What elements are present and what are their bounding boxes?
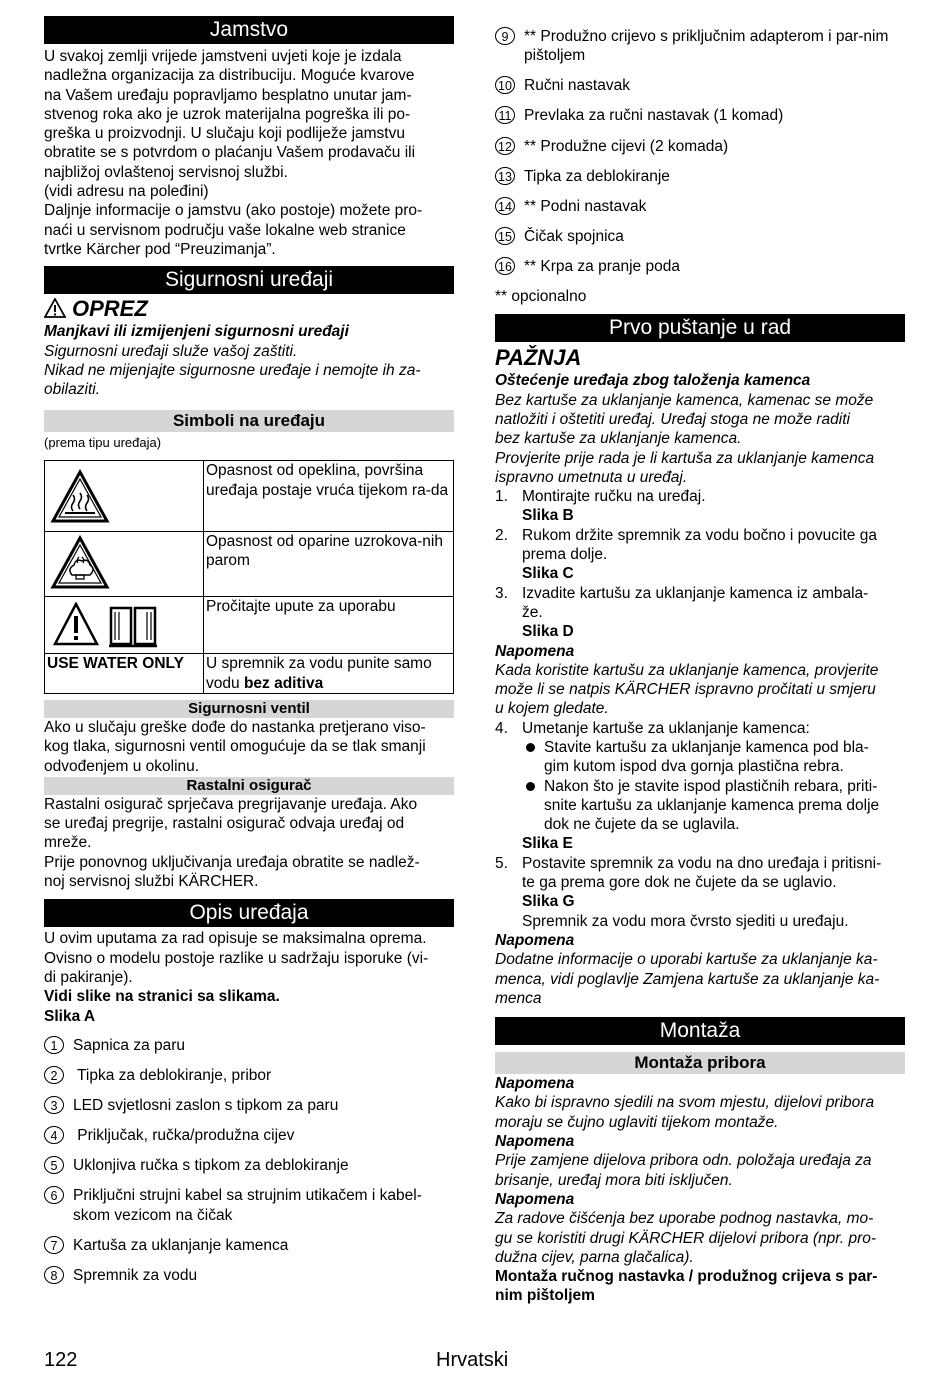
note-line: Kako bi ispravno sjedili na svom mjestu, dijelovi pribora (495, 1094, 875, 1112)
item-number: 14 (495, 197, 515, 215)
oprez-bold: Manjkavi ili izmijenjeni sigurnosni uređaji (44, 323, 349, 341)
jamstvo-line: greška u proizvodnji. U slučaju koji podliježe jamstvu (44, 125, 405, 143)
ventil-line: odvođenjem u okolinu. (44, 757, 200, 775)
item-text: ** Produžne cijevi (2 komada) (524, 137, 729, 155)
item-number: 4 (44, 1126, 64, 1144)
symbol-row (45, 597, 454, 654)
item-text: Priključak, ručka/produžna cijev (73, 1127, 295, 1145)
item-number: 16 (495, 257, 515, 275)
list-item (495, 27, 905, 66)
item-number: 15 (495, 227, 515, 245)
step-5: 5. Postavite spremnik za vodu na dno uređaja i pritisni- te ga prema gore dok ne čujete da se uglavio. (495, 854, 882, 892)
list-item (495, 106, 905, 125)
opis-line: di pakiranje). (44, 968, 133, 986)
item-number: 8 (44, 1266, 64, 1284)
symbol-text: Pročitajte upute za uporabu (204, 597, 454, 654)
read-manual-icon (107, 602, 159, 648)
list-item (495, 76, 905, 95)
note-line: Za radove čišćenja bez uporabe podnog nastavka, mo- (495, 1210, 874, 1228)
step-2: 2. Rukom držite spremnik za vodu bočno i povucite ga prema dolje. (495, 526, 877, 564)
section-title-sigurnosni: Sigurnosni uređaji (44, 266, 454, 294)
list-item (44, 1186, 454, 1225)
item-number: 6 (44, 1186, 64, 1204)
list-item (44, 1236, 454, 1255)
warning-triangle-icon (53, 602, 99, 648)
note-title: Napomena (495, 642, 575, 660)
oprez-label: OPREZ (72, 296, 148, 322)
symbol-row (45, 531, 454, 596)
note-line: Kada koristite kartušu za uklanjanje kamenca, provjerite (495, 661, 879, 679)
osigurac-line: Prije ponovnog uključivanja uređaja obratite se nadlež- (44, 853, 420, 871)
bullet-text: snite kartušu za uklanjanje kamenca prema dolje (544, 796, 880, 814)
item-text: Sapnica za paru (73, 1036, 186, 1054)
note-line: moraju se čujno uglaviti tijekom montaže. (495, 1113, 779, 1131)
note-line: menca (495, 989, 542, 1007)
note-line: gu se koristiti drugi KÄRCHER dijelovi pribora (npr. pro- (495, 1229, 877, 1247)
figure-ref: Slika C (522, 565, 574, 583)
step-3: 3. Izvadite kartušu za uklanjanje kamenca iz ambala- že. (495, 584, 869, 621)
bullet-text: Stavite kartušu za uklanjanje kamenca pod bla- (544, 738, 869, 756)
paznja-line: natložiti i oštetiti uređaj. Uređaj stoga ne može raditi (495, 410, 850, 428)
note-line: Dodatne informacije o uporabi kartuše za uklanjanje ka- (495, 951, 878, 969)
jamstvo-line: stvenog roka ako je uzrok materijalna pogreška ili po- (44, 105, 411, 123)
note-title: Napomena (495, 931, 575, 949)
oprez-line: Sigurnosni uređaji služe vašoj zaštiti. (44, 342, 298, 360)
use-water-label: USE WATER ONLY (45, 654, 204, 694)
figure-ref: Slika A (44, 1007, 96, 1025)
opis-bold: Vidi slike na stranici sa slikama. (44, 988, 280, 1006)
item-text: Čičak spojnica (524, 227, 624, 245)
list-item (495, 227, 905, 246)
note-line: u kojem gledate. (495, 700, 609, 718)
left-column (44, 16, 454, 1296)
jamstvo-line: (vidi adresu na poleđini) (44, 183, 209, 201)
item-number: 1 (44, 1036, 64, 1054)
item-text: Prevlaka za ručni nastavak (1 komad) (524, 107, 784, 125)
item-number: 9 (495, 27, 515, 45)
list-item (44, 1266, 454, 1285)
figure-ref: Slika D (522, 623, 574, 641)
section-title-jamstvo: Jamstvo (44, 16, 454, 44)
item-text: Ručni nastavak (524, 77, 630, 95)
bullet-icon (526, 782, 535, 791)
item-text: Tipka za deblokiranje, pribor (73, 1066, 272, 1084)
ventil-line: Ako u slučaju greške dođe do nastanka pretjerano viso- (44, 718, 426, 736)
final-heading: Montaža ručnog nastavka / produžnog crijeva s par- (495, 1268, 878, 1286)
section-title-opis: Opis uređaja (44, 899, 454, 927)
osigurac-line: Rastalni osigurač sprječava pregrijavanje uređaja. Ako (44, 795, 418, 813)
jamstvo-text (44, 47, 454, 259)
list-item (44, 1066, 454, 1085)
oprez-line: obilaziti. (44, 381, 100, 399)
component-list (495, 27, 905, 276)
item-text: ** Produžno crijevo s priključnim adapterom i par-nim pištoljem (524, 28, 889, 65)
component-list (44, 1036, 454, 1285)
page-number: 122 (44, 1349, 78, 1371)
note-line: brisanje, uređaj mora biti isključen. (495, 1171, 733, 1189)
jamstvo-line: obratite se s potvrdom o plaćanju Vašem prodavaču ili (44, 144, 416, 162)
step-text: te ga prema gore dok ne čujete da se uglavio. (522, 874, 837, 892)
symbol-text: Opasnost od opeklina, površina uređaja postaje vruća tijekom ra-da (204, 461, 454, 531)
subsection-simboli: Simboli na uređaju (44, 410, 454, 432)
item-number: 5 (44, 1156, 64, 1174)
opis-line: U ovim uputama za rad opisuje se maksimalna oprema. (44, 930, 427, 948)
osigurac-line: se uređaj pregrije, rastalni osigurač odvaja uređaj od (44, 815, 405, 833)
symbols-table (44, 460, 454, 693)
figure-ref: Slika G (522, 893, 575, 911)
item-text: ** Krpa za pranje poda (524, 257, 680, 275)
symbol-row (45, 461, 454, 531)
final-heading: nim pištoljem (495, 1287, 595, 1305)
step-4: 4. Umetanje kartuše za uklanjanje kamenca: (495, 719, 810, 737)
note-title: Napomena (495, 1075, 575, 1093)
step-1: 1. Montirajte ručku na uređaj. (495, 488, 706, 506)
item-number: 10 (495, 76, 515, 94)
steam-hazard-icon (50, 535, 110, 591)
subsection-montaza-pribora: Montaža pribora (495, 1052, 905, 1074)
paznja-bold: Oštećenje uređaja zbog taloženja kamenca (495, 372, 811, 390)
step-text: Umetanje kartuše za uklanjanje kamenca: (522, 719, 810, 737)
item-number: 2 (44, 1066, 64, 1084)
paznja-line: Provjerite prije rada je li kartuša za uklanjanje kamenca (495, 449, 875, 467)
paznja-heading: PAŽNJA (495, 345, 582, 371)
bullet-text: Nakon što je stavite ispod plastičnih rebara, priti- (544, 777, 878, 795)
subsection-osigurac: Rastalni osigurač (44, 777, 454, 795)
osigurac-line: noj servisnoj službi KÄRCHER. (44, 873, 259, 891)
footer-language: Hrvatski (436, 1349, 509, 1371)
osigurac-line: mreže. (44, 834, 92, 852)
step-text: Rukom držite spremnik za vodu bočno i povucite ga (522, 526, 877, 544)
item-text: Tipka za deblokiranje (524, 167, 670, 185)
opis-line: Ovisno o modelu postoje razlike u sadržaju isporuke (vi- (44, 949, 429, 967)
jamstvo-line: na Vašem uređaju popravljamo besplatno unutar jam- (44, 86, 412, 104)
list-item (44, 1156, 454, 1175)
paznja-line: Bez kartuše za uklanjanje kamenca, kamenac se može (495, 391, 874, 409)
hot-surface-icon (50, 469, 110, 525)
step-text: Postavite spremnik za vodu na dno uređaja i pritisni- (522, 854, 882, 872)
list-item (44, 1036, 454, 1055)
figure-ref: Slika E (522, 835, 573, 853)
step-text: že. (522, 603, 543, 621)
paznja-line: bez kartuše za uklanjanje kamenca. (495, 430, 742, 448)
note-line: menca, vidi poglavlje Zamjena kartuše za uklanjanje ka- (495, 970, 880, 988)
jamstvo-line: tvrtke Kärcher pod “Preuzimanja”. (44, 240, 276, 258)
jamstvo-line: nadležna organizacija za distribuciju. Moguće kvarove (44, 67, 415, 85)
note-line: dužna cijev, parna glačalica). (495, 1248, 694, 1266)
symbol-text: Opasnost od oparine uzrokova-nih parom (204, 531, 454, 596)
list-item (495, 197, 905, 216)
step-text: prema dolje. (522, 546, 608, 564)
step-text: Izvadite kartušu za uklanjanje kamenca iz ambala- (522, 584, 869, 602)
list-item (495, 257, 905, 276)
ventil-line: kog tlaka, sigurnosni ventil omogućuje da se tlak smanji (44, 738, 426, 756)
symbol-icon-cell (45, 531, 204, 596)
section-title-montaza: Montaža (495, 1017, 905, 1045)
item-number: 7 (44, 1236, 64, 1254)
paznja-line: ispravno umetnuta u uređaj. (495, 468, 688, 486)
bullet-text: gim kutom ispod dva gornja plastična rebra. (544, 758, 844, 776)
bullet-item (495, 777, 905, 835)
item-number: 13 (495, 167, 515, 185)
list-item (44, 1096, 454, 1115)
list-item (495, 167, 905, 186)
jamstvo-line: U svakoj zemlji vrijede jamstveni uvjeti koje je izdala (44, 48, 402, 65)
item-text: Kartuša za uklanjanje kamenca (73, 1236, 289, 1254)
step-text: Montirajte ručku na uređaj. (522, 488, 706, 506)
bullet-icon (526, 743, 535, 752)
jamstvo-line: najbližoj ovlaštenoj servisnoj službi. (44, 163, 288, 181)
simboli-note: (prema tipu uređaja) (44, 435, 162, 451)
item-number: 12 (495, 137, 515, 155)
symbol-row (45, 654, 454, 694)
optional-note: ** opcionalno (495, 288, 587, 306)
right-column (495, 27, 905, 1306)
section-title-prvo: Prvo puštanje u rad (495, 314, 905, 342)
list-item (495, 137, 905, 156)
symbol-text (204, 654, 454, 694)
symbol-icon-cell (45, 597, 204, 654)
warning-triangle-icon (44, 298, 66, 318)
use-water-bold: bez aditiva (243, 674, 324, 692)
note-line: Prije zamjene dijelova pribora odn. položaja uređaja za (495, 1152, 872, 1170)
symbol-icon-cell (45, 461, 204, 531)
bullet-item (495, 738, 905, 777)
use-water-text: U spremnik za vodu punite samo vodu (206, 655, 432, 692)
step-note: Spremnik za vodu mora čvrsto sjediti u uređaju. (522, 912, 849, 930)
note-title: Napomena (495, 1190, 575, 1208)
list-item (44, 1126, 454, 1145)
oprez-line: Nikad ne mijenjajte sigurnosne uređaje i nemojte ih za- (44, 361, 421, 379)
item-text: Spremnik za vodu (73, 1266, 198, 1284)
subsection-ventil: Sigurnosni ventil (44, 700, 454, 718)
item-number: 11 (495, 106, 515, 124)
figure-ref: Slika B (522, 507, 574, 525)
item-text: LED svjetlosni zaslon s tipkom za paru (73, 1096, 339, 1114)
note-title: Napomena (495, 1133, 575, 1151)
bullet-text: dok ne čujete da se uglavila. (544, 816, 740, 834)
oprez-heading (44, 296, 454, 322)
item-text: ** Podni nastavak (524, 197, 647, 215)
note-line: može li se natpis KÄRCHER ispravno pročitati u smjeru (495, 681, 876, 699)
item-text: Uklonjiva ručka s tipkom za deblokiranje (73, 1157, 349, 1175)
item-number: 3 (44, 1096, 64, 1114)
jamstvo-line: Daljnje informacije o jamstvu (ako postoje) možete pro- (44, 202, 423, 220)
jamstvo-line: naći u servisnom području vaše lokalne web stranice (44, 221, 406, 239)
item-text: Priključni strujni kabel sa strujnim utikačem i kabel-skom vezicom na čičak (73, 1187, 422, 1224)
